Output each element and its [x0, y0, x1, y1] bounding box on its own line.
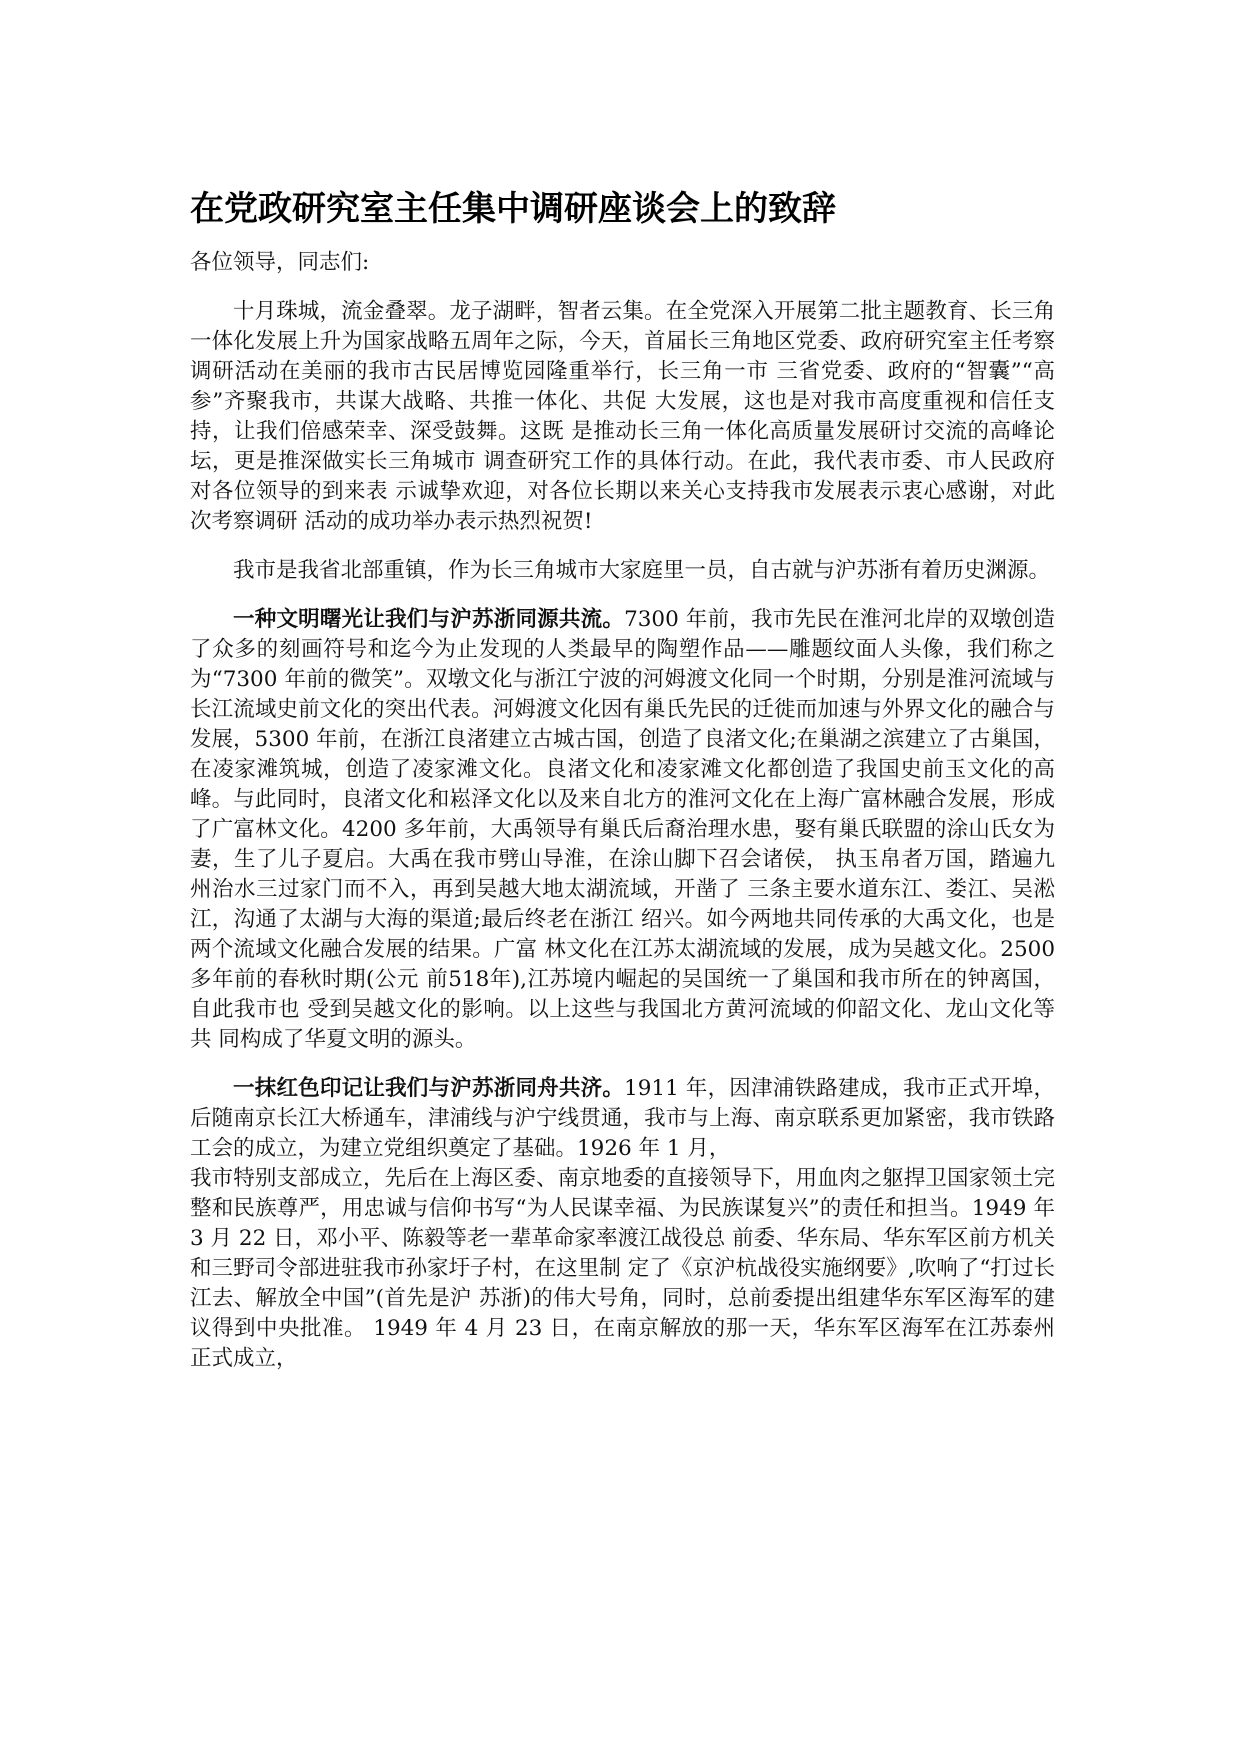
paragraph-text: 十月珠城，流金叠翠。龙子湖畔，智者云集。在全党深入开展第二批主题教育、长三角一体化发展上升为国家战略五周年之际，今天，首届长三角地区党委、政府研究室主任考察调研活动在美丽的我市古民居博览园隆重举行，长三角一市 三省党委、政府的“智囊”“高参”齐聚我市，共谋大战略、共推一体化、共促 大发展，这也是对我市高度重视和信任支持，让我们倍感荣幸、深受鼓舞。这既 是推动长三角一体化高质量发展研讨交流的高峰论坛，更是推深做实长三角城市 调查研究工作的具体行动。在此，我代表市委、市人民政府对各位领导的到来表 示诚挚欢迎，对各位长期以来关心支持我市发展表示衷心感谢，对此次考察调研 活动的成功举办表示热烈祝贺! [190, 299, 1055, 534]
paragraph-city-intro [190, 556, 1055, 586]
paragraph-opening [190, 297, 1055, 537]
document-body [190, 186, 1055, 1374]
paragraph-text: 我市是我省北部重镇，作为长三角城市大家庭里一员，自古就与沪苏浙有着历史渊源。 [233, 558, 1051, 583]
paragraph-lead-heading: 一抹红色印记让我们与沪苏浙同舟共济。 [233, 1076, 625, 1101]
paragraph-text: 1911 年，因津浦铁路建成，我市正式开埠，后随南京长江大桥通车，津浦线与沪宁线贯通，我市与上海、南京联系更加紧密，我市铁路工会的成立，为建立党组织奠定了基础。1926 年 1 月， [190, 1076, 1055, 1161]
paragraph-red-legacy [190, 1074, 1055, 1164]
greeting: 各位领导，同志们: [190, 250, 370, 275]
paragraph-continuation: 我市特别支部成立，先后在上海区委、南京地委的直接领导下，用血肉之躯捍卫国家领土完整和民族尊严，用忠诚与信仰书写“为人民谋幸福、为民族谋复兴”的责任和担当。1949 年 3 月 22 日，邓小平、陈毅等老一辈革命家率渡江战役总 前委、华东局、华东军区前方机关和三野司令部进驻我市孙家圩子村，在这里制 定了《京沪杭战役实施纲要》,吹响了“打过长江去、解放全中国”(首先是沪 苏浙)的伟大号角，同时，总前委提出组建华东军区海军的建议得到中央批准。 1949 年 4 月 23 日，在南京解放的那一天，华东军区海军在江苏泰州正式成立， [190, 1166, 1055, 1371]
document-title: 在党政研究室主任集中调研座谈会上的致辞 [190, 189, 836, 229]
paragraph-lead-heading: 一种文明曙光让我们与沪苏浙同源共流。 [233, 607, 625, 632]
paragraph-text: 7300 年前，我市先民在淮河北岸的双墩创造了众多的刻画符号和迄今为止发现的人类最早的陶塑作品——雕题纹面人头像，我们称之为“7300 年前的微笑”。双墩文化与浙江宁波的河姆渡文化同一个时期，分别是淮河流域与长江流域史前文化的突出代表。河姆渡文化因有巢氏先民的迁徙而加速与外界文化的融合与发展，5300 年前，在浙江良渚建立古城古国，创造了良渚文化;在巢湖之滨建立了古巢国，在凌家滩筑城，创造了凌家滩文化。良渚文化和凌家滩文化都创造了我国史前玉文化的高峰。与此同时，良渚文化和崧泽文化以及来自北方的淮河文化在上海广富林融合发展，形成了广富林文化。4200 多年前，大禹领导有巢氏后裔治理水患，娶有巢氏联盟的涂山氏女为妻，生了儿子夏启。大禹在我市劈山导淮，在涂山脚下召会诸侯， 执玉帛者万国，踏遍九州治水三过家门而不入，再到吴越大地太湖流域，开凿了 三条主要水道东江、娄江、吴淞江，沟通了太湖与大海的渠道;最后终老在浙江 绍兴。如今两地共同传承的大禹文化，也是两个流域文化融合发展的结果。广富 林文化在江苏太湖流域的发展，成为吴越文化。2500 多年前的春秋时期(公元 前518年),江苏境内崛起的吴国统一了巢国和我市所在的钟离国，自此我市也 受到吴越文化的影响。以上这些与我国北方黄河流域的仰韶文化、龙山文化等共 同构成了华夏文明的源头。 [190, 607, 1055, 1052]
paragraph-civilization [190, 605, 1055, 1055]
